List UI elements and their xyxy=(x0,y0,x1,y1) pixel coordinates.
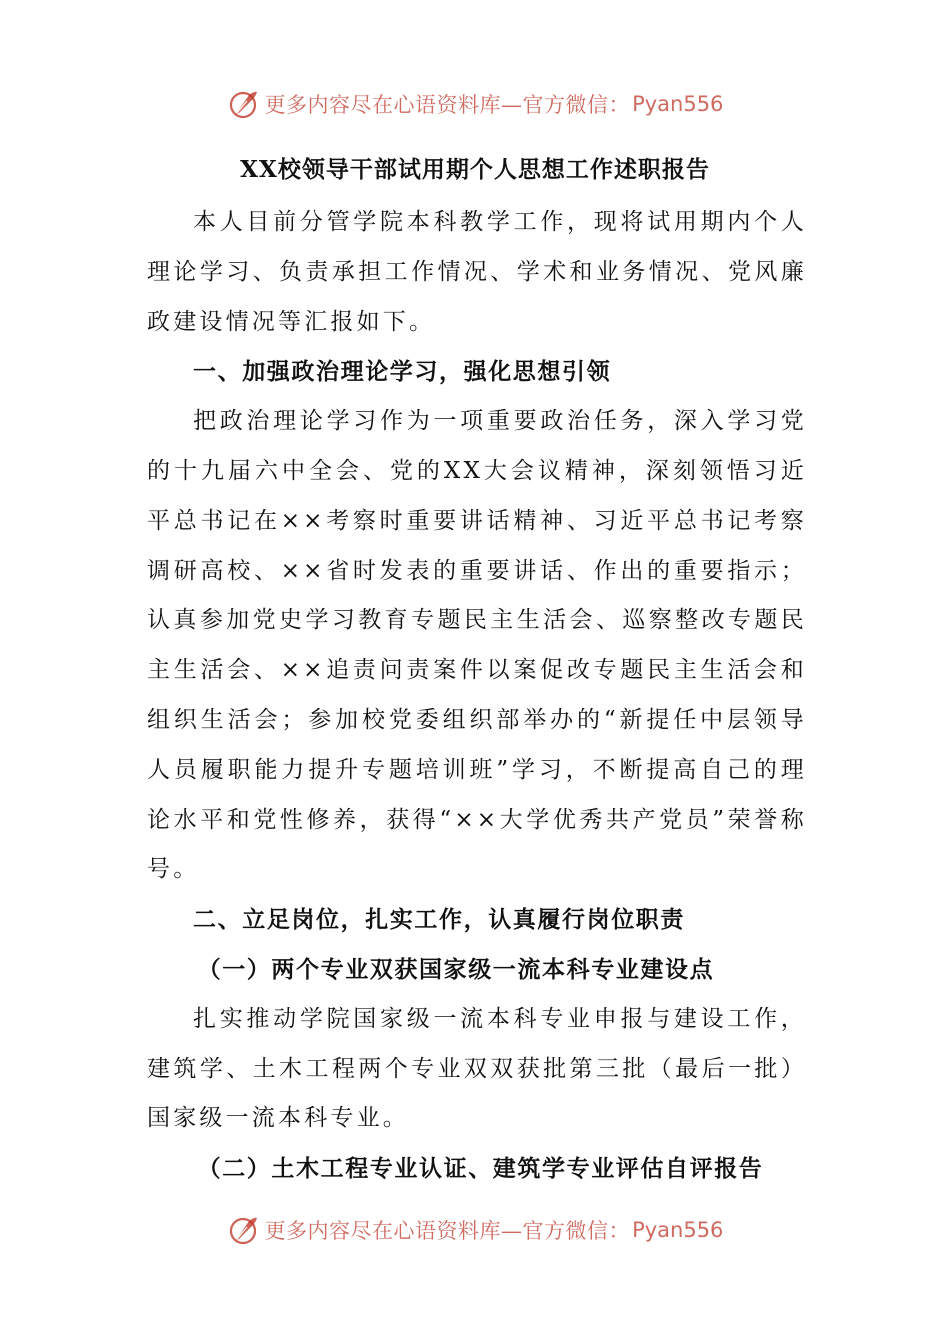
watermark-text: 更多内容尽在心语资料库—官方微信： xyxy=(264,93,631,117)
section-2-1-paragraph: 扎实推动学院国家级一流本科专业申报与建设工作，建筑学、土木工程两个专业双双获批第三批（最后一批）国家级一流本科专业。 xyxy=(147,1005,807,1132)
document-body xyxy=(147,198,807,1194)
footer-watermark xyxy=(0,1210,950,1250)
watermark-wechat-id: Pyan556 xyxy=(632,1218,724,1242)
section-2-2-heading: （二）土木工程专业认证、建筑学专业评估自评报告 xyxy=(197,1155,764,1183)
intro-paragraph: 本人目前分管学院本科教学工作，现将试用期内个人理论学习、负责承担工作情况、学术和业务情况、党风廉政建设情况等汇报如下。 xyxy=(147,209,807,335)
quill-pen-circle-icon xyxy=(227,1213,261,1247)
document-title: XX校领导干部试用期个人思想工作述职报告 xyxy=(240,156,710,183)
header-watermark xyxy=(0,84,950,124)
watermark-text: 更多内容尽在心语资料库—官方微信： xyxy=(264,1219,631,1243)
section-1-paragraph: 把政治理论学习作为一项重要政治任务，深入学习党的十九届六中全会、党的XX大会议精神，深刻领悟习近平总书记在××考察时重要讲话精神、习近平总书记考察调研高校、××省时发表的重要讲话、作出的重要指示；认真参加党史学习教育专题民主生活会、巡察整改专题民主生活会、××追责问责案件以案促改专题民主生活会和组织生活会；参加校党委组织部举办的“新提任中层领导人员履职能力提升专题培训班”学习，不断提高自己的理论水平和党性修养，获得“××大学优秀共产党员”荣誉称号。 xyxy=(147,408,807,883)
section-2-1-heading: （一）两个专业双获国家级一流本科专业建设点 xyxy=(197,955,715,983)
watermark-wechat-id: Pyan556 xyxy=(632,92,724,116)
quill-pen-circle-icon xyxy=(227,87,261,121)
section-1-heading: 一、加强政治理论学习，强化思想引领 xyxy=(193,358,612,386)
section-2-heading: 二、立足岗位，扎实工作，认真履行岗位职责 xyxy=(193,906,685,934)
